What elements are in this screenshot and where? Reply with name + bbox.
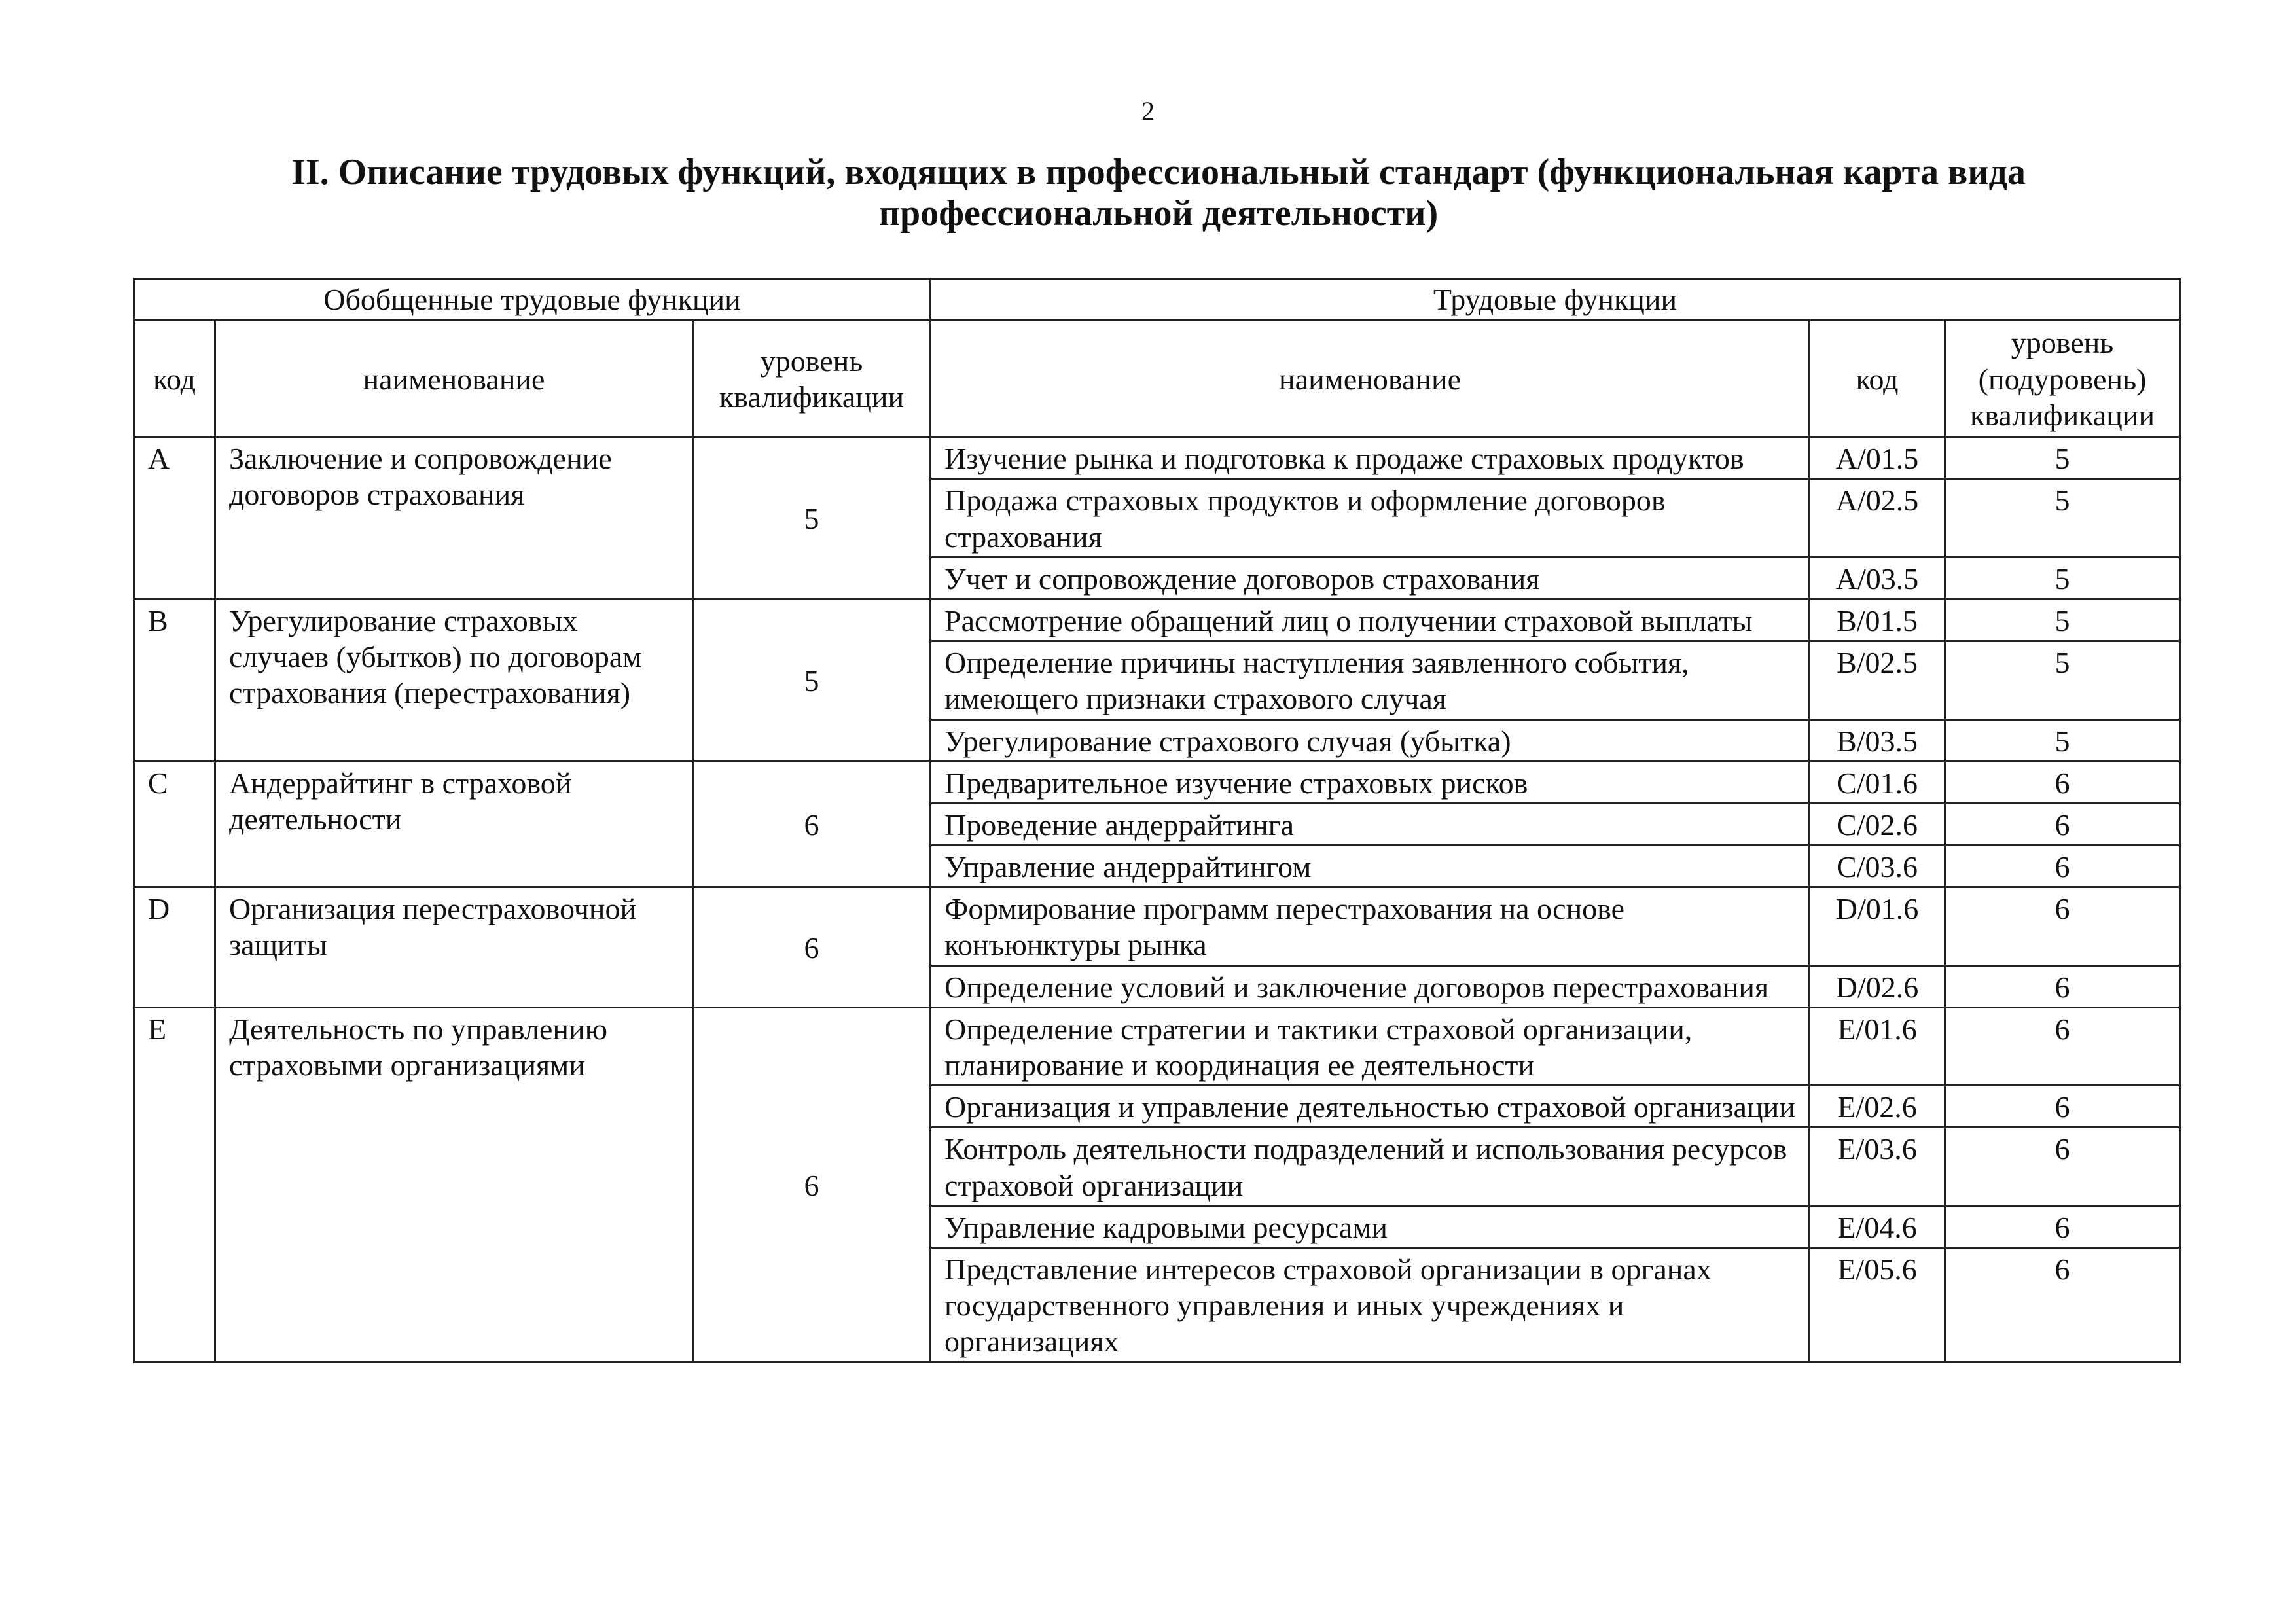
table-row [134,887,2180,965]
labor-function-code: C/01.6 [1810,761,1945,803]
labor-function-code: B/01.5 [1810,599,1945,641]
generalized-function-name: Андеррайтинг в страховой деятельности [215,761,693,887]
labor-function-name: Управление кадровыми ресурсами [931,1205,1810,1247]
generalized-function-level: 5 [693,599,931,761]
labor-function-code: E/02.6 [1810,1086,1945,1128]
labor-function-level: 5 [1945,479,2180,557]
labor-function-level: 5 [1945,437,2180,479]
table-row [134,437,2180,479]
table-row [134,761,2180,803]
labor-function-level: 5 [1945,719,2180,761]
labor-function-name: Определение стратегии и тактики страховой организации, планирование и координация ее деятельности [931,1007,1810,1085]
labor-function-code: A/01.5 [1810,437,1945,479]
group-header-row [134,279,2180,320]
generalized-function-code: A [134,437,215,599]
labor-function-name: Изучение рынка и подготовка к продаже страховых продуктов [931,437,1810,479]
labor-function-level: 6 [1945,761,2180,803]
labor-function-code: C/03.6 [1810,846,1945,887]
labor-function-name: Проведение андеррайтинга [931,803,1810,845]
section-title: II. Описание трудовых функций, входящих в профессиональный стандарт (функциональная карта вида профессиональной деятельности) [291,152,2026,234]
labor-function-code: D/02.6 [1810,965,1945,1007]
fn-name-header: наименование [931,320,1810,437]
functional-map-table [133,278,2181,1363]
gen-name-header: наименование [215,320,693,437]
gen-level-header: уровень квалификации [693,320,931,437]
labor-function-code: E/03.6 [1810,1128,1945,1205]
generalized-function-name: Деятельность по управлению страховыми организациями [215,1007,693,1362]
generalized-function-name: Урегулирование страховых случаев (убытков) по договорам страхования (перестрахования) [215,599,693,761]
labor-function-level: 6 [1945,1128,2180,1205]
gen-code-header: код [134,320,215,437]
labor-function-level: 6 [1945,803,2180,845]
labor-function-level: 6 [1945,1247,2180,1362]
generalized-function-code: E [134,1007,215,1362]
functional-map-body [134,437,2180,1362]
labor-function-code: A/02.5 [1810,479,1945,557]
labor-function-name: Формирование программ перестрахования на основе конъюнктуры рынка [931,887,1810,965]
labor-function-level: 6 [1945,965,2180,1007]
labor-function-code: E/04.6 [1810,1205,1945,1247]
generalized-functions-header: Обобщенные трудовые функции [134,279,931,320]
generalized-function-code: C [134,761,215,887]
labor-function-code: C/02.6 [1810,803,1945,845]
generalized-function-name: Организация перестраховочной защиты [215,887,693,1008]
labor-function-name: Учет и сопровождение договоров страхования [931,557,1810,599]
labor-function-level: 5 [1945,557,2180,599]
labor-function-name: Определение причины наступления заявленного события, имеющего признаки страхового случая [931,641,1810,719]
labor-function-name: Урегулирование страхового случая (убытка) [931,719,1810,761]
generalized-function-level: 6 [693,1007,931,1362]
labor-function-level: 6 [1945,887,2180,965]
generalized-function-code: D [134,887,215,1008]
table-row [134,1007,2180,1085]
labor-function-code: A/03.5 [1810,557,1945,599]
fn-code-header: код [1810,320,1945,437]
labor-functions-header: Трудовые функции [931,279,2180,320]
labor-function-code: B/02.5 [1810,641,1945,719]
labor-function-name: Представление интересов страховой организации в органах государственного управления и иных учреждениях и организациях [931,1247,1810,1362]
labor-function-name: Продажа страховых продуктов и оформление договоров страхования [931,479,1810,557]
labor-function-code: D/01.6 [1810,887,1945,965]
column-header-row [134,320,2180,437]
labor-function-level: 6 [1945,846,2180,887]
labor-function-name: Контроль деятельности подразделений и использования ресурсов страховой организации [931,1128,1810,1205]
generalized-function-code: B [134,599,215,761]
labor-function-name: Организация и управление деятельностью страховой организации [931,1086,1810,1128]
labor-function-name: Определение условий и заключение договоров перестрахования [931,965,1810,1007]
generalized-function-name: Заключение и сопровождение договоров страхования [215,437,693,599]
labor-function-code: E/01.6 [1810,1007,1945,1085]
labor-function-level: 6 [1945,1007,2180,1085]
labor-function-code: E/05.6 [1810,1247,1945,1362]
labor-function-code: B/03.5 [1810,719,1945,761]
labor-function-level: 5 [1945,641,2180,719]
labor-function-level: 6 [1945,1086,2180,1128]
labor-function-name: Управление андеррайтингом [931,846,1810,887]
labor-function-level: 5 [1945,599,2180,641]
generalized-function-level: 6 [693,887,931,1008]
page-number: 2 [1141,96,1155,126]
labor-function-name: Рассмотрение обращений лиц о получении страховой выплаты [931,599,1810,641]
generalized-function-level: 5 [693,437,931,599]
generalized-function-level: 6 [693,761,931,887]
labor-function-level: 6 [1945,1205,2180,1247]
fn-level-header: уровень (подуровень) квалификации [1945,320,2180,437]
labor-function-name: Предварительное изучение страховых рисков [931,761,1810,803]
table-row [134,599,2180,641]
